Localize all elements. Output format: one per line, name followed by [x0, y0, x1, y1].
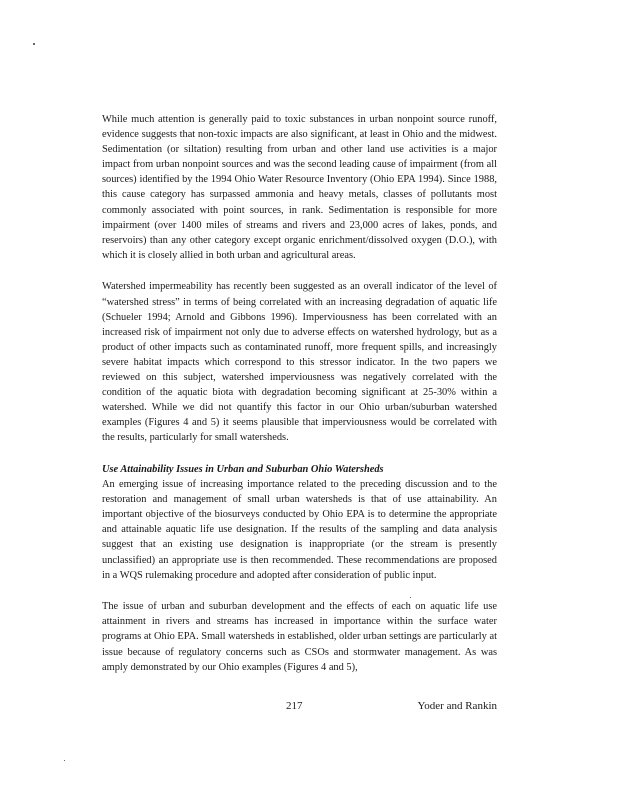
footer-authors: Yoder and Rankin	[417, 700, 497, 712]
paragraph-urban-development: The issue of urban and suburban development and the effects of each on aquatic life use attainment in rivers and streams has increased in importance within the surface water programs at Ohio EPA. Small watersheds in established, older urban settings are particularly at issue because of regulatory concerns such as CSOs and stormwater management. As was amply demonstrated by our Ohio examples (Figures 4 and 5),	[102, 601, 497, 673]
page-number: 217	[286, 700, 303, 712]
section-heading: Use Attainability Issues in Urban and Suburban Ohio Watersheds	[102, 463, 384, 475]
paragraph-imperviousness: Watershed impermeability has recently been suggested as an overall indicator of the level of “watershed stress” in terms of being correlated with an increasing degradation of aquatic life (Schueler 1994; Arnold and Gibbons 1996). Imperviousness has been correlated with an increased risk of impairment not only due to adverse effects on watershed hydrology, but as a product of other impacts such as contaminated runoff, more frequent spills, and increasingly severe habitat impacts which correspond to this stressor indicator. In the two papers we reviewed on this subject, watershed imperviousness was negatively correlated with the condition of the aquatic biota with degradation becoming significant at 25-30% within a watershed. While we did not quantify this factor in our Ohio urban/suburban watershed examples (Figures 4 and 5) it seems plausible that imperviousness would be correlated with the results, particularly for small watersheds.	[102, 281, 497, 444]
scan-speck	[64, 760, 65, 761]
paragraph-use-attainability: An emerging issue of increasing importance related to the preceding discussion and to the restoration and management of small urban watersheds is that of use attainability. An important objective of the biosurveys conducted by Ohio EPA is to determine the appropriate and attainable aquatic life use designation. If the results of the sampling and data analysis suggest that an existing use designation is inappropriate (or the stream is presently unclassified) an appropriate use is then recommended. These recommendations are proposed in a WQS rulemaking procedure and adopted after consideration of public input.	[102, 479, 497, 581]
body-text	[102, 112, 497, 691]
paragraph-sedimentation: While much attention is generally paid to toxic substances in urban nonpoint source runoff, evidence suggests that non-toxic impacts are also significant, at least in Ohio and the midwest. Sedimentation (or siltation) resulting from urban and other land use activities is a major impact from urban nonpoint sources and was the second leading cause of impairment (from all sources) identified by the 1994 Ohio Water Resource Inventory (Ohio EPA 1994). Since 1988, this cause category has surpassed ammonia and heavy metals, classes of pollutants most commonly associated with point sources, in rank. Sedimentation is responsible for more impairment (over 1400 miles of streams and rivers and 23,000 acres of lakes, ponds, and reservoirs) than any other category except organic enrichment/dissolved oxygen (D.O.), with which it is closely allied in both urban and agricultural areas.	[102, 114, 497, 261]
page-footer	[102, 700, 497, 716]
scan-speck	[33, 43, 35, 45]
